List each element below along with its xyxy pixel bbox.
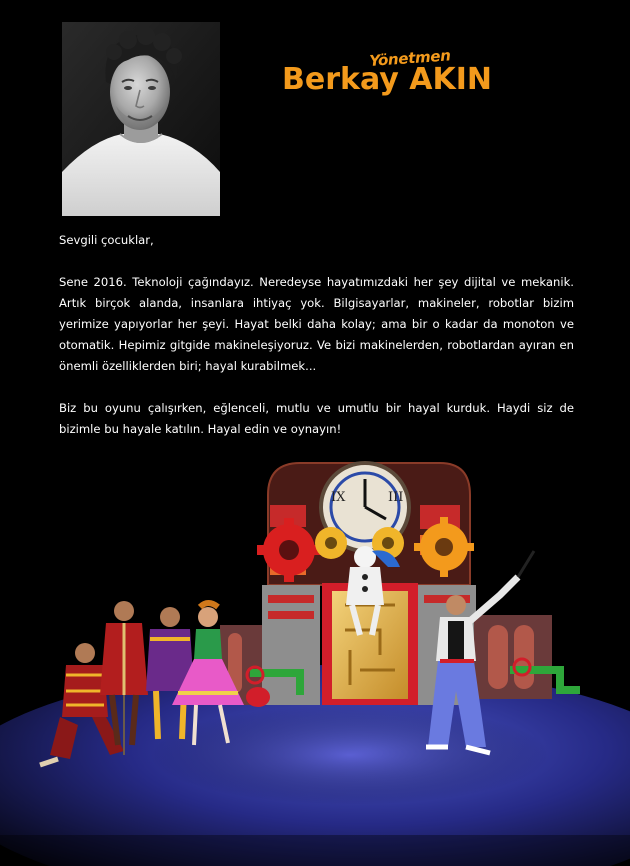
- director-letter: [59, 230, 574, 440]
- stage-performance-photo: [0, 455, 630, 866]
- director-first-name: Berkay: [282, 62, 399, 97]
- director-title: [282, 46, 512, 102]
- director-portrait-photo: [62, 22, 220, 216]
- letter-paragraph: Sene 2016. Teknoloji çağındayız. Neredeyse hayatımızdaki her şey dijital ve mekanik. Artık birçok alanda, insanlara ihtiyaç yok. Bilgisayarlar, makineler, robotlar bizim yerimize yapıyorlar her şeyi. Hayat belki daha kolay; ama bir o kadar da monoton ve otomatik. Hepimiz gitgide makineleşiyoruz. Ve bizi makinelerden, robotlardan ayıran en önemli özelliklerden biri; hayal kurabilmek...: [59, 275, 574, 373]
- director-last-name: AKIN: [409, 62, 493, 97]
- director-role: Yönetmen: [368, 46, 452, 70]
- svg-text:III: III: [388, 490, 404, 505]
- letter-paragraph: Biz bu oyunu çalışırken, eğlenceli, mutlu ve umutlu bir hayal kurduk. Haydi siz de bizimle bu hayale katılın. Hayal edin ve oynayın!: [59, 401, 574, 436]
- letter-greeting: Sevgili çocuklar,: [59, 233, 154, 247]
- director-name: [282, 62, 492, 97]
- svg-text:IX: IX: [331, 490, 346, 505]
